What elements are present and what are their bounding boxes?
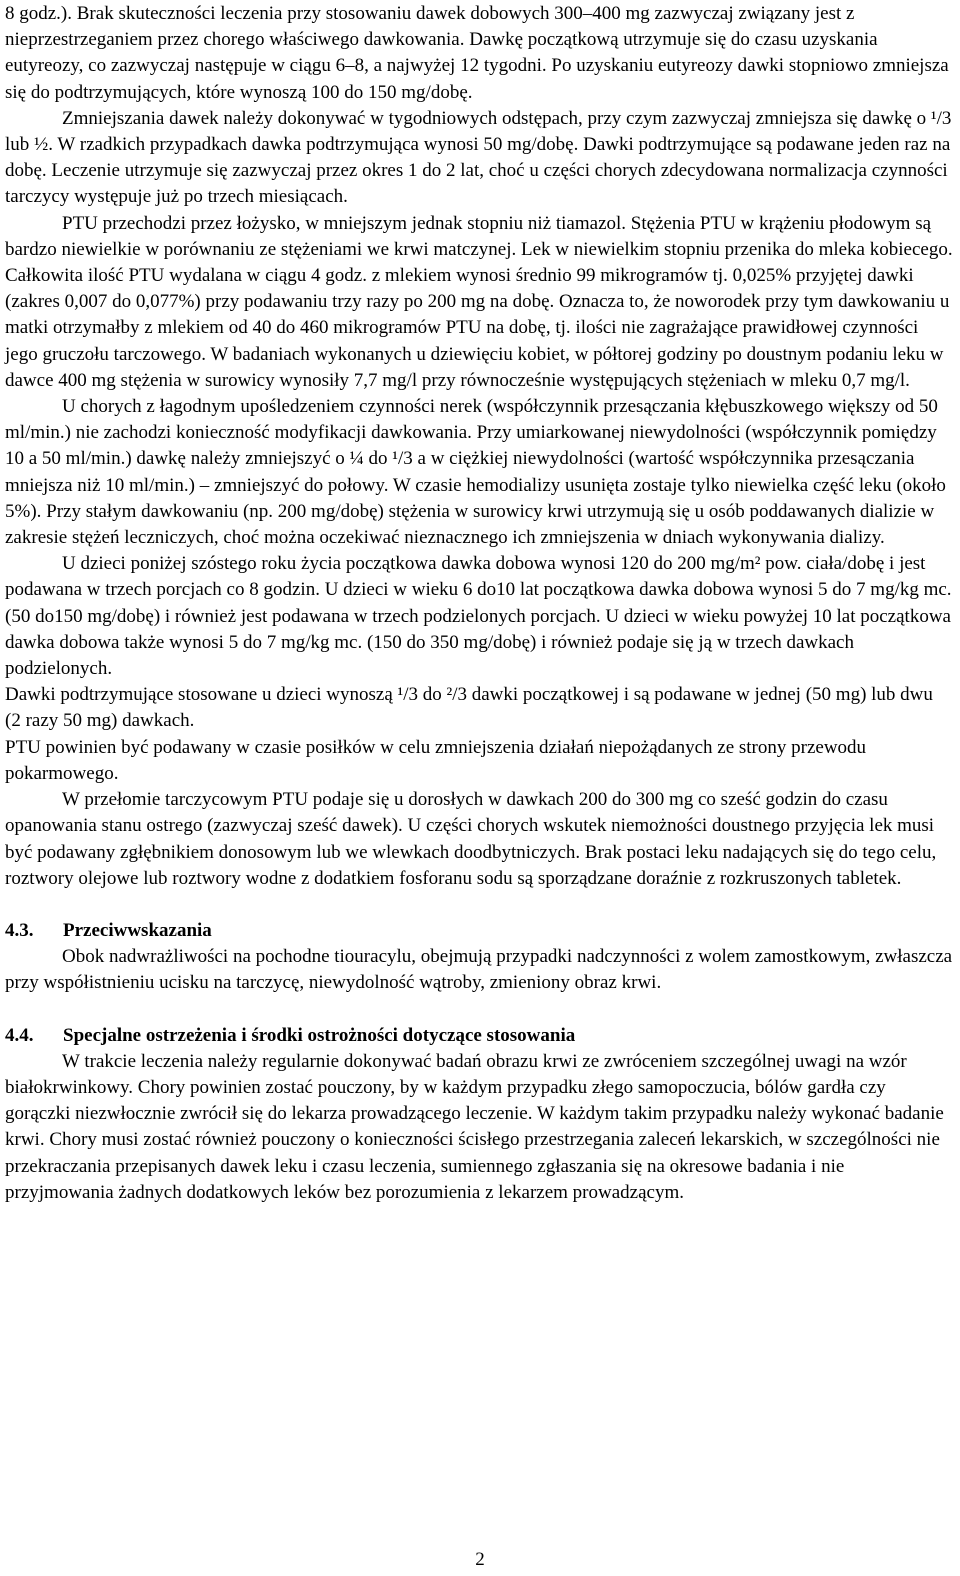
section-title: Specjalne ostrzeżenia i środki ostrożności dotyczące stosowania	[63, 1024, 576, 1046]
section-body: Obok nadwrażliwości na pochodne tiouracylu, obejmują przypadki nadczynności z wolem zamostkowym, zwłaszcza przy współistnieniu ucisku na tarczycę, niewydolność wątroby, zmieniony obraz krwi.	[5, 946, 953, 994]
page-number: 2	[475, 1549, 485, 1570]
section-number: 4.4.	[5, 1024, 34, 1046]
section-number: 4.3.	[5, 919, 34, 941]
paragraph-dose-reduction: Zmniejszania dawek należy dokonywać w tygodniowych odstępach, przy czym zazwyczaj zmniejsza się dawkę o ¹/3 lub ½. W rzadkich przypadkach dawka podtrzymująca wynosi 50 mg/dobę. Dawki podtrzymujące są podawane jeden raz na dobę. Leczenie utrzymuje się zazwyczaj przez okres 1 do 2 lat, choć u części chorych zdecydowana normalizacja czynności tarczycy występuje już po trzech miesiącach.	[5, 107, 952, 208]
paragraph-children-maintenance: Dawki podtrzymujące stosowane u dzieci wynoszą ¹/3 do ²/3 dawki początkowej i są podawane w jednej (50 mg) lub dwu (2 razy 50 mg) dawkach.	[5, 684, 933, 732]
section-heading	[5, 1023, 953, 1049]
paragraph-meal-timing: PTU powinien być podawany w czasie posiłków w celu zmniejszenia działań niepożądanych ze strony przewodu pokarmowego.	[5, 736, 867, 784]
document-page	[5, 1, 953, 1206]
paragraph-thyroid-storm: W przełomie tarczycowym PTU podaje się u dorosłych w dawkach 200 do 300 mg co sześć godzin do czasu opanowania stanu ostrego (zazwyczaj sześć dawek). U części chorych wskutek niemożności doustnego przyjęcia lek musi być podawany zgłębnikiem donosowym lub we wlewkach doodbytniczych. Brak postaci leku nadających się do tego celu, roztwory olejowe lub roztwory wodne z dodatkiem fosforanu sodu są sporządzane doraźnie z rozkruszonych tabletek.	[5, 789, 937, 889]
section-body: W trakcie leczenia należy regularnie dokonywać badań obrazu krwi ze zwróceniem szczególnej uwagi na wzór białokrwinkowy. Chory powinien zostać pouczony, by w każdym przypadku złego samopoczucia, bólów gardła czy gorączki niezwłocznie zwrócił się do lekarza prowadzącego leczenie. W każdym takim przypadku należy wykonać badanie krwi. Chory musi zostać również pouczony o konieczności ścisłego przestrzegania zaleceń lekarskich, w szczególności nie przekraczania przepisanych dawek leku i czasu leczenia, sumiennego zgłaszania się na okresowe badania i nie przyjmowania żadnych dodatkowych leków bez porozumienia z lekarzem prowadzącym.	[5, 1050, 944, 1203]
section-special-warnings	[5, 1023, 953, 1206]
section-heading	[5, 918, 953, 944]
paragraph-renal-impairment: U chorych z łagodnym upośledzeniem czynności nerek (współczynnik przesączania kłębuszkowego większy od 50 ml/min.) nie zachodzi konieczność modyfikacji dawkowania. Przy umiarkowanej niewydolności (współczynnik pomiędzy 10 a 50 ml/min.) dawkę należy zmniejszyć o ¼ do ¹/3 a w ciężkiej niewydolności (wartość współczynnika przesączania mniejsza niż 10 ml/min.) – zmniejszyć do połowy. W czasie hemodializy usunięta zostaje tylko niewielka część leku (około 5%). Przy stałym dawkowaniu (np. 200 mg/dobę) stężenia w surowicy krwi utrzymują się u osób poddawanych dializie w zakresie stężeń leczniczych, choć można oczekiwać nieznacznego ich zmniejszenia w dniach wykonywania dializy.	[5, 396, 946, 549]
section-contraindications	[5, 918, 953, 997]
paragraph-children-dosing: U dzieci poniżej szóstego roku życia początkowa dawka dobowa wynosi 120 do 200 mg/m² pow. ciała/dobę i jest podawana w trzech porcjach co 8 godzin. U dzieci w wieku 6 do10 lat początkowa dawka dobowa wynosi 5 do 7 mg/kg mc. (50 do150 mg/dobę) i również jest podawana w trzech podzielonych porcjach. U dzieci w wieku powyżej 10 lat początkowa dawka dobowa także wynosi 5 do 7 mg/kg mc. (150 do 350 mg/dobę) i również podaje się ją w trzech dawkach podzielonych.	[5, 553, 952, 680]
paragraph-dose-effectiveness: 8 godz.). Brak skuteczności leczenia przy stosowaniu dawek dobowych 300–400 mg zazwyczaj związany jest z nieprzestrzeganiem przez chorego właściwego dawkowania. Dawkę początkową utrzymuje się do czasu uzyskania eutyreozy, co zazwyczaj następuje w ciągu 6–8, a najwyżej 12 tygodni. Po uzyskaniu eutyreozy dawki stopniowo zmniejsza się do podtrzymujących, które wynoszą 100 do 150 mg/dobę.	[5, 3, 949, 103]
paragraph-placenta-milk: PTU przechodzi przez łożysko, w mniejszym jednak stopniu niż tiamazol. Stężenia PTU w krążeniu płodowym są bardzo niewielkie w porównaniu ze stężeniami we krwi matczynej. Lek w niewielkim stopniu przenika do mleka kobiecego. Całkowita ilość PTU wydalana w ciągu 4 godz. z mlekiem wynosi średnio 99 mikrogramów tj. 0,025% przyjętej dawki (zakres 0,007 do 0,077%) przy podawaniu trzy razy po 200 mg na dobę. Oznacza to, że noworodek przy tym dawkowaniu u matki otrzymałby z mlekiem od 40 do 460 mikrogramów PTU na dobę, tj. ilości nie zagrażające prawidłowej czynności jego gruczołu tarczowego. W badaniach wykonanych u dziewięciu kobiet, w półtorej godziny po doustnym podaniu leku w dawce 400 mg stężenia w surowicy wynosiły 7,7 mg/l przy równocześnie występujących stężeniach w mleku 0,7 mg/l.	[5, 212, 953, 391]
section-title: Przeciwwskazania	[63, 919, 212, 941]
